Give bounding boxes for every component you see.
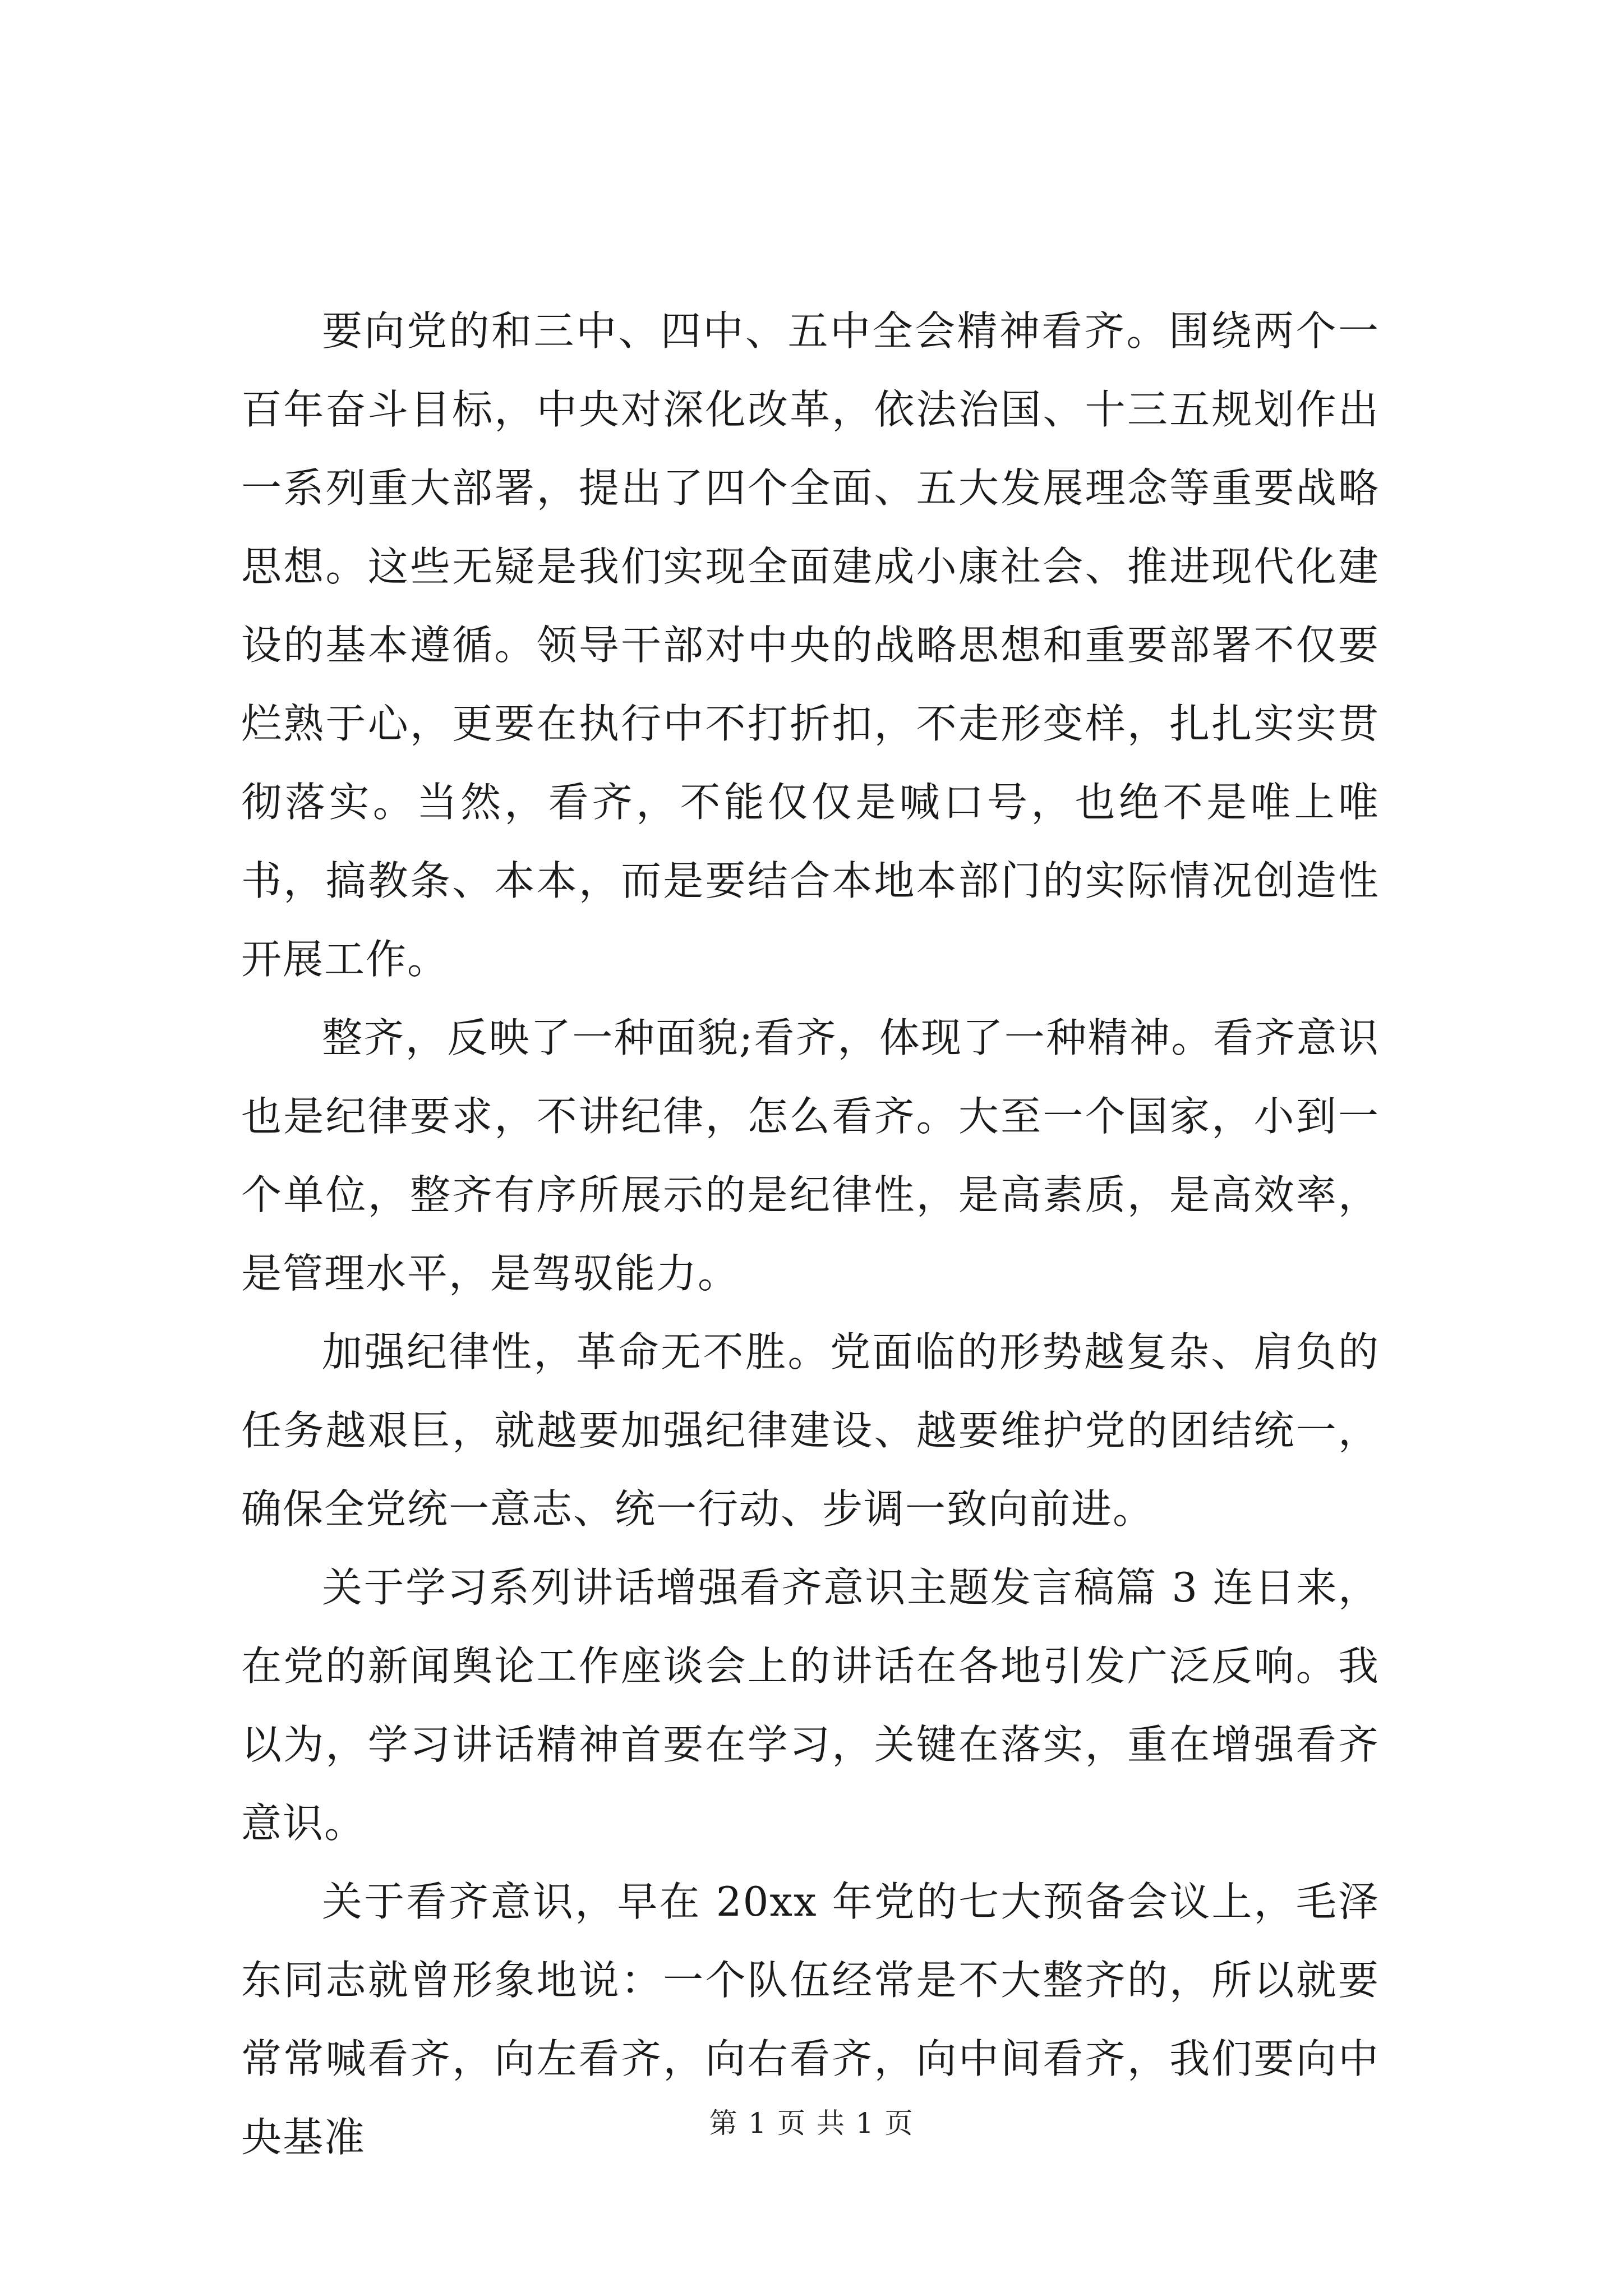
paragraph-5: 关于看齐意识，早在 20xx 年党的七大预备会议上，毛泽东同志就曾形象地说：一个队伍经常是不大整齐的，所以就要常常喊看齐，向左看齐，向右看齐，向中间看齐，我们要向中央基准	[241, 1878, 1380, 2161]
page-number-footer: 第 1 页 共 1 页	[709, 2107, 914, 2139]
paragraph-4: 关于学习系列讲话增强看齐意识主题发言稿篇 3 连日来，在党的新闻舆论工作座谈会上的讲话在各地引发广泛反响。我以为，学习讲话精神首要在学习，关键在落实，重在增强看齐意识。	[241, 1564, 1380, 1847]
document-body	[241, 292, 1380, 2177]
paragraph-3: 加强纪律性，革命无不胜。党面临的形势越复杂、肩负的任务越艰巨，就越要加强纪律建设、越要维护党的团结统一，确保全党统一意志、统一行动、步调一致向前进。	[241, 1328, 1380, 1533]
paragraph-2: 整齐，反映了一种面貌;看齐，体现了一种精神。看齐意识也是纪律要求，不讲纪律，怎么看齐。大至一个国家，小到一个单位，整齐有序所展示的是纪律性，是高素质，是高效率，是管理水平，是驾驭能力。	[241, 1014, 1380, 1297]
paragraph-1: 要向党的和三中、四中、五中全会精神看齐。围绕两个一百年奋斗目标，中央对深化改革，依法治国、十三五规划作出一系列重大部署，提出了四个全面、五大发展理念等重要战略思想。这些无疑是我们实现全面建成小康社会、推进现代化建设的基本遵循。领导干部对中央的战略思想和重要部署不仅要烂熟于心，更要在执行中不打折扣，不走形变样，扎扎实实贯彻落实。当然，看齐，不能仅仅是喊口号，也绝不是唯上唯书，搞教条、本本，而是要结合本地本部门的实际情况创造性开展工作。	[241, 307, 1380, 983]
